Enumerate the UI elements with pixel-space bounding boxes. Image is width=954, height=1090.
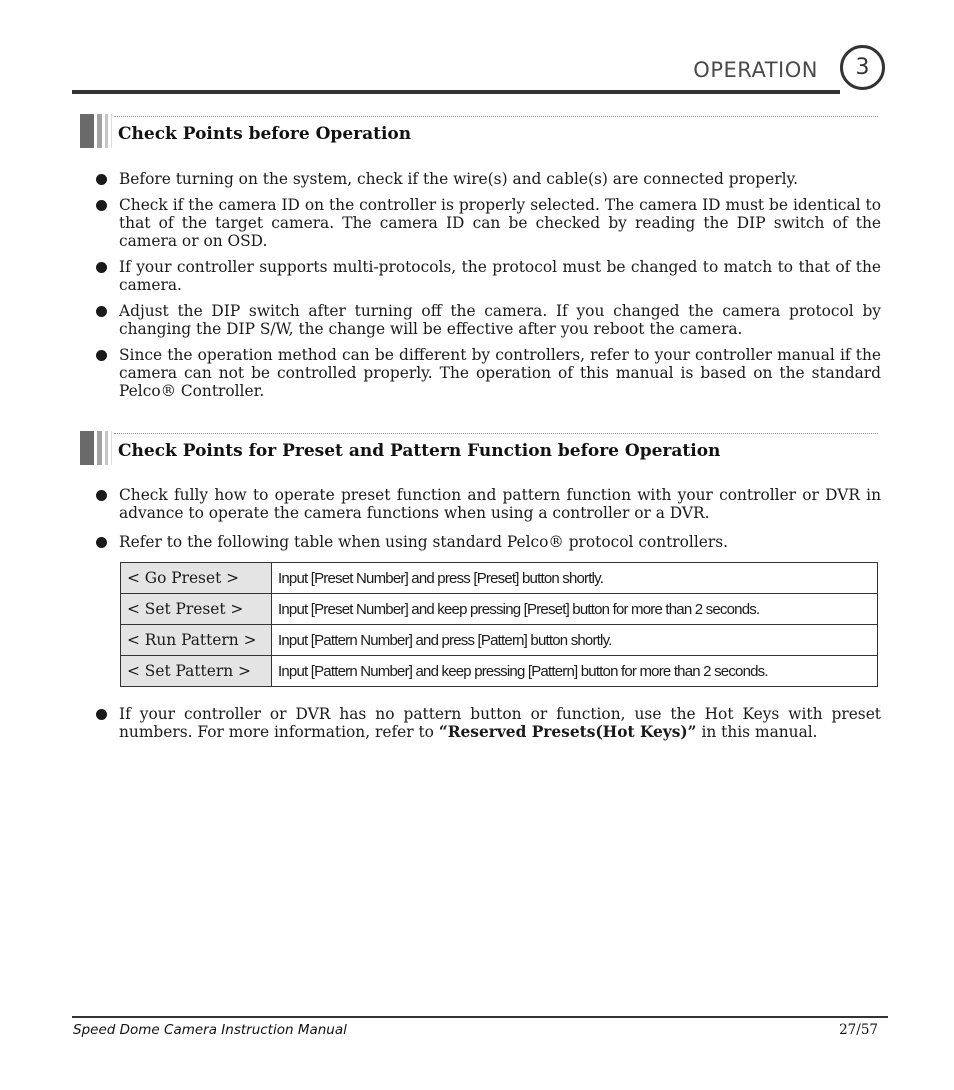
reserved-presets-reference: “Reserved Presets(Hot Keys)” (438, 723, 697, 741)
list-item (96, 302, 881, 338)
section-heading-preset-pattern (80, 431, 880, 465)
footer-page-number: 27/57 (839, 1022, 878, 1038)
bullet-icon (96, 262, 107, 273)
bullet-icon (96, 350, 107, 361)
list-item (96, 486, 881, 522)
table-row (121, 594, 878, 625)
list-item (96, 170, 881, 188)
list-item (96, 705, 881, 741)
list-item-text: If your controller or DVR has no pattern button or function, use the Hot Keys with preset numbers. For more information, refer to (119, 705, 881, 741)
section-title: Check Points for Preset and Pattern Function before Operation (118, 441, 721, 461)
section-heading-check-points (80, 114, 880, 148)
header-divider (72, 90, 840, 94)
bullet-icon (96, 200, 107, 211)
list-item (96, 346, 881, 400)
table-row (121, 656, 878, 687)
bullet-icon (96, 490, 107, 501)
section-title: Check Points before Operation (118, 124, 412, 144)
section-dotted-rule (114, 433, 878, 434)
table-cell-function: < Go Preset > (121, 563, 272, 594)
bullet-icon (96, 709, 107, 720)
footer-divider (72, 1016, 888, 1018)
bullet-list-hotkeys (96, 705, 881, 749)
table-cell-function: < Set Pattern > (121, 656, 272, 687)
list-item-text: Check fully how to operate preset function and pattern function with your controller or DVR in advance to operate the camera functions when using a controller or a DVR. (119, 486, 881, 522)
chapter-title: OPERATION (693, 58, 818, 82)
section-marker-icon (80, 431, 116, 465)
list-item-text: Adjust the DIP switch after turning off the camera. If you changed the camera protocol by changing the DIP S/W, the change will be effective after you reboot the camera. (119, 302, 881, 338)
bullet-icon (96, 174, 107, 185)
section-dotted-rule (114, 116, 878, 117)
list-item-text-end: in this manual. (696, 723, 818, 741)
table-cell-function: < Set Preset > (121, 594, 272, 625)
footer-manual-title: Speed Dome Camera Instruction Manual (73, 1022, 347, 1038)
section-marker-icon (80, 114, 116, 148)
table-row (121, 563, 878, 594)
table-cell-instruction: Input [Pattern Number] and press [Pattern] button shortly. (272, 625, 878, 656)
table-cell-instruction: Input [Preset Number] and keep pressing [Preset] button for more than 2 seconds. (272, 594, 878, 625)
list-item-text: If your controller supports multi-protocols, the protocol must be changed to match to that of the camera. (119, 258, 881, 294)
table-cell-instruction: Input [Preset Number] and press [Preset] button shortly. (272, 563, 878, 594)
pelco-function-table (120, 562, 878, 687)
table-cell-function: < Run Pattern > (121, 625, 272, 656)
bullet-icon (96, 537, 107, 548)
chapter-number-badge: 3 (840, 45, 885, 90)
table-row (121, 625, 878, 656)
table-cell-instruction: Input [Pattern Number] and keep pressing [Pattern] button for more than 2 seconds. (272, 656, 878, 687)
bullet-icon (96, 306, 107, 317)
bullet-list-section1 (96, 170, 881, 408)
list-item (96, 258, 881, 294)
bullet-list-section2 (96, 486, 881, 559)
list-item-text: Since the operation method can be different by controllers, refer to your controller manual if the camera can not be controlled properly. The operation of this manual is based on the standard Pelco® Controller. (119, 346, 881, 400)
list-item-text: Before turning on the system, check if the wire(s) and cable(s) are connected properly. (119, 170, 799, 188)
list-item-text: Refer to the following table when using standard Pelco® protocol controllers. (119, 533, 729, 551)
list-item-text: Check if the camera ID on the controller is properly selected. The camera ID must be identical to that of the target camera. The camera ID can be checked by reading the DIP switch of the camera or on OSD. (119, 196, 881, 250)
list-item (96, 533, 881, 551)
list-item (96, 196, 881, 250)
